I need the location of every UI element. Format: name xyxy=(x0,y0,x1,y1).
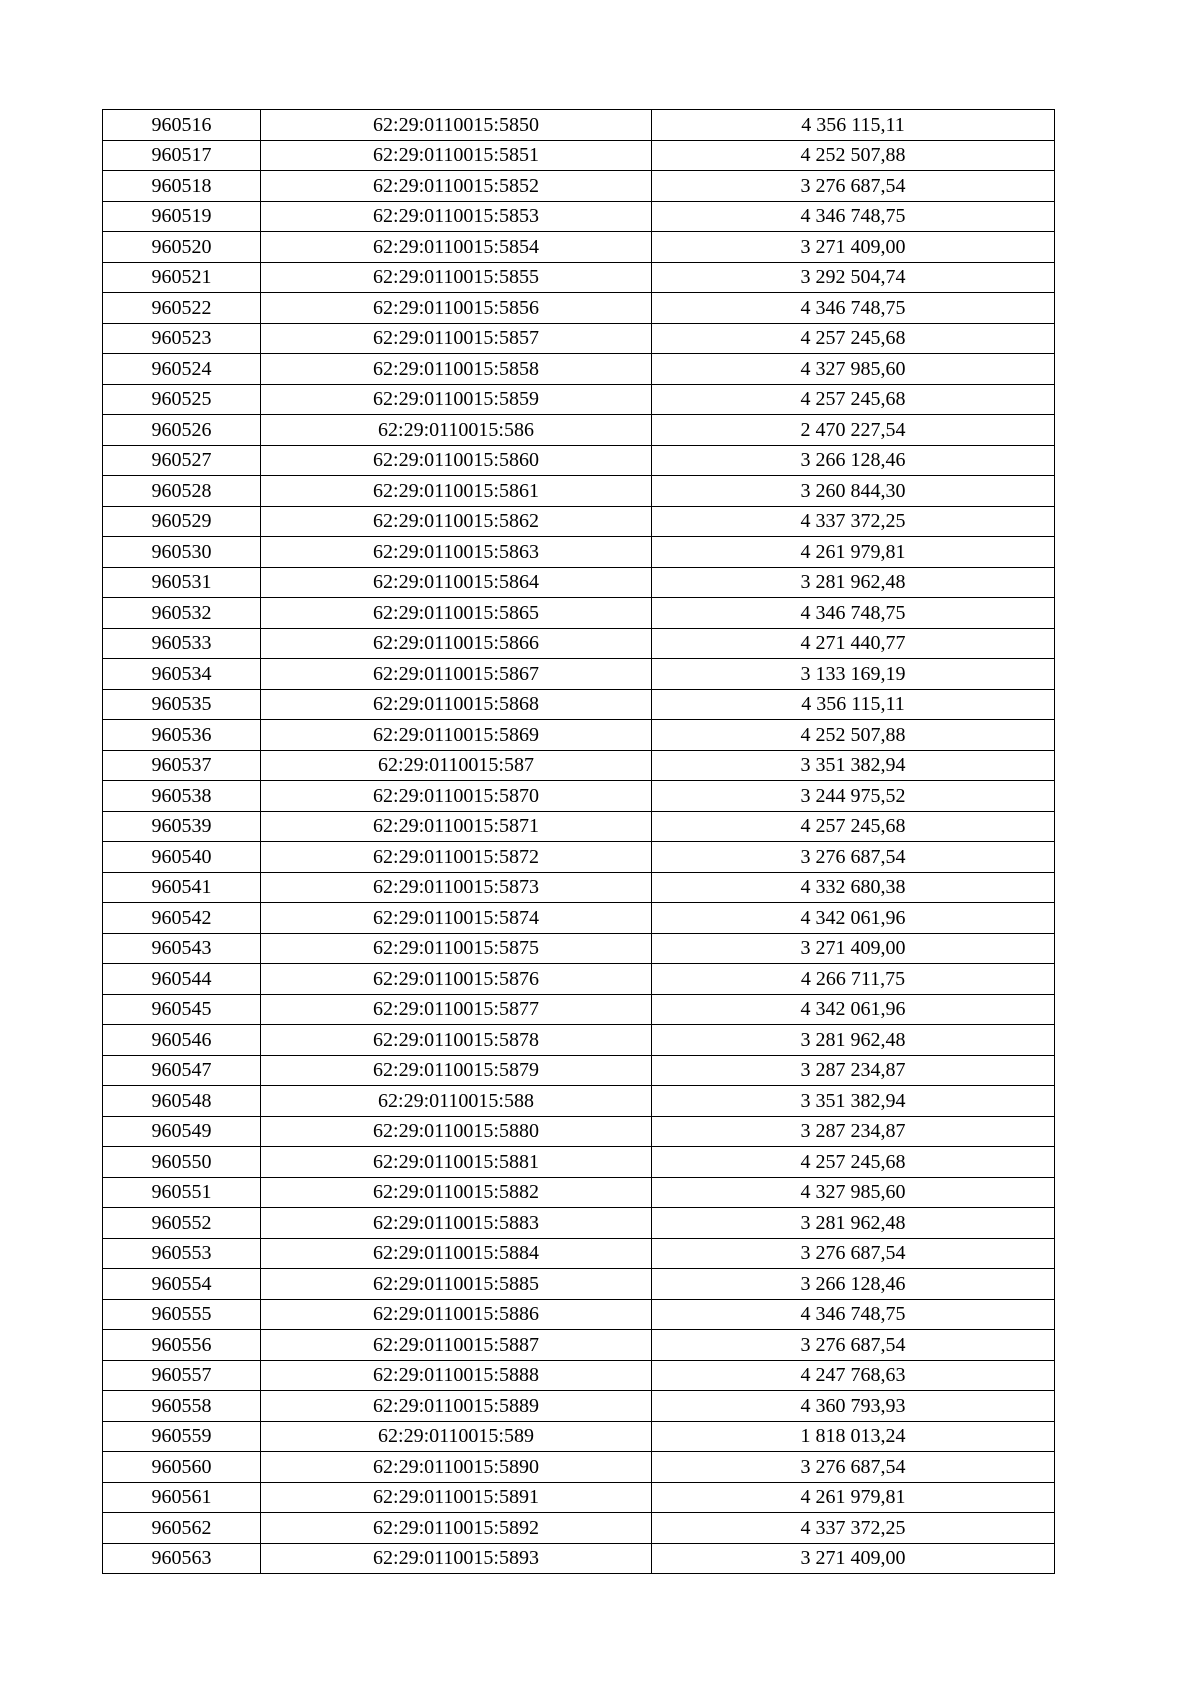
table-row xyxy=(103,903,1055,934)
cadastral-number-cell: 62:29:0110015:5858 xyxy=(261,354,652,385)
table-row xyxy=(103,1360,1055,1391)
cadastral-value-cell: 4 261 979,81 xyxy=(652,1482,1055,1513)
cadastral-value-cell: 4 342 061,96 xyxy=(652,903,1055,934)
row-number-cell: 960558 xyxy=(103,1391,261,1422)
table-row xyxy=(103,1055,1055,1086)
cadastral-value-cell: 3 260 844,30 xyxy=(652,476,1055,507)
cadastral-value-cell: 4 327 985,60 xyxy=(652,354,1055,385)
table-row xyxy=(103,1208,1055,1239)
cadastral-value-cell: 3 292 504,74 xyxy=(652,262,1055,293)
cadastral-number-cell: 62:29:0110015:587 xyxy=(261,750,652,781)
table-row xyxy=(103,811,1055,842)
table-row xyxy=(103,201,1055,232)
row-number-cell: 960529 xyxy=(103,506,261,537)
table-row xyxy=(103,1391,1055,1422)
cadastral-value-cell: 3 351 382,94 xyxy=(652,1086,1055,1117)
table-row xyxy=(103,1513,1055,1544)
cadastral-value-cell: 4 266 711,75 xyxy=(652,964,1055,995)
cadastral-number-cell: 62:29:0110015:5880 xyxy=(261,1116,652,1147)
cadastral-number-cell: 62:29:0110015:5859 xyxy=(261,384,652,415)
table-row xyxy=(103,872,1055,903)
row-number-cell: 960543 xyxy=(103,933,261,964)
table-row xyxy=(103,720,1055,751)
table-row xyxy=(103,445,1055,476)
table-row xyxy=(103,506,1055,537)
table-row xyxy=(103,567,1055,598)
table-row xyxy=(103,323,1055,354)
row-number-cell: 960527 xyxy=(103,445,261,476)
cadastral-value-cell: 4 257 245,68 xyxy=(652,811,1055,842)
row-number-cell: 960553 xyxy=(103,1238,261,1269)
cadastral-value-cell: 3 276 687,54 xyxy=(652,1452,1055,1483)
row-number-cell: 960528 xyxy=(103,476,261,507)
table-row xyxy=(103,659,1055,690)
cadastral-value-cell: 3 271 409,00 xyxy=(652,232,1055,263)
row-number-cell: 960548 xyxy=(103,1086,261,1117)
row-number-cell: 960533 xyxy=(103,628,261,659)
table-row xyxy=(103,933,1055,964)
cadastral-value-cell: 4 252 507,88 xyxy=(652,720,1055,751)
row-number-cell: 960563 xyxy=(103,1543,261,1574)
cadastral-value-cell: 3 276 687,54 xyxy=(652,1330,1055,1361)
table-row xyxy=(103,598,1055,629)
cadastral-value-cell: 4 332 680,38 xyxy=(652,872,1055,903)
table-row xyxy=(103,1086,1055,1117)
cadastral-number-cell: 62:29:0110015:589 xyxy=(261,1421,652,1452)
table-row xyxy=(103,1238,1055,1269)
cadastral-value-cell: 3 271 409,00 xyxy=(652,1543,1055,1574)
cadastral-value-cell: 4 257 245,68 xyxy=(652,323,1055,354)
row-number-cell: 960554 xyxy=(103,1269,261,1300)
table-row xyxy=(103,1330,1055,1361)
row-number-cell: 960524 xyxy=(103,354,261,385)
row-number-cell: 960552 xyxy=(103,1208,261,1239)
cadastral-value-cell: 3 281 962,48 xyxy=(652,1208,1055,1239)
row-number-cell: 960551 xyxy=(103,1177,261,1208)
cadastral-number-cell: 62:29:0110015:5860 xyxy=(261,445,652,476)
table-row xyxy=(103,537,1055,568)
cadastral-value-cell: 4 257 245,68 xyxy=(652,384,1055,415)
table-row xyxy=(103,232,1055,263)
cadastral-number-cell: 62:29:0110015:5871 xyxy=(261,811,652,842)
cadastral-value-cell: 3 276 687,54 xyxy=(652,1238,1055,1269)
cadastral-number-cell: 62:29:0110015:5855 xyxy=(261,262,652,293)
cadastral-number-cell: 62:29:0110015:5875 xyxy=(261,933,652,964)
table-row xyxy=(103,110,1055,141)
row-number-cell: 960556 xyxy=(103,1330,261,1361)
cadastral-value-cell: 3 287 234,87 xyxy=(652,1055,1055,1086)
row-number-cell: 960545 xyxy=(103,994,261,1025)
table-row xyxy=(103,1452,1055,1483)
cadastral-value-cell: 3 276 687,54 xyxy=(652,842,1055,873)
table-row xyxy=(103,1177,1055,1208)
row-number-cell: 960546 xyxy=(103,1025,261,1056)
cadastral-value-cell: 3 281 962,48 xyxy=(652,1025,1055,1056)
row-number-cell: 960525 xyxy=(103,384,261,415)
row-number-cell: 960542 xyxy=(103,903,261,934)
cadastral-value-table xyxy=(102,109,1055,1574)
cadastral-value-cell: 4 356 115,11 xyxy=(652,110,1055,141)
row-number-cell: 960539 xyxy=(103,811,261,842)
row-number-cell: 960520 xyxy=(103,232,261,263)
row-number-cell: 960517 xyxy=(103,140,261,171)
table-row xyxy=(103,1421,1055,1452)
table-row xyxy=(103,1269,1055,1300)
cadastral-value-cell: 4 346 748,75 xyxy=(652,598,1055,629)
row-number-cell: 960522 xyxy=(103,293,261,324)
table-row xyxy=(103,1116,1055,1147)
cadastral-value-cell: 2 470 227,54 xyxy=(652,415,1055,446)
row-number-cell: 960516 xyxy=(103,110,261,141)
cadastral-value-cell: 3 266 128,46 xyxy=(652,445,1055,476)
cadastral-number-cell: 62:29:0110015:5891 xyxy=(261,1482,652,1513)
cadastral-value-cell: 4 337 372,25 xyxy=(652,1513,1055,1544)
cadastral-number-cell: 62:29:0110015:5867 xyxy=(261,659,652,690)
cadastral-number-cell: 62:29:0110015:5856 xyxy=(261,293,652,324)
cadastral-value-cell: 4 327 985,60 xyxy=(652,1177,1055,1208)
row-number-cell: 960523 xyxy=(103,323,261,354)
row-number-cell: 960561 xyxy=(103,1482,261,1513)
cadastral-number-cell: 62:29:0110015:5879 xyxy=(261,1055,652,1086)
row-number-cell: 960534 xyxy=(103,659,261,690)
table-row xyxy=(103,628,1055,659)
cadastral-number-cell: 62:29:0110015:5883 xyxy=(261,1208,652,1239)
cadastral-value-cell: 3 266 128,46 xyxy=(652,1269,1055,1300)
cadastral-number-cell: 62:29:0110015:5869 xyxy=(261,720,652,751)
cadastral-number-cell: 62:29:0110015:5853 xyxy=(261,201,652,232)
cadastral-number-cell: 62:29:0110015:5857 xyxy=(261,323,652,354)
cadastral-value-cell: 4 346 748,75 xyxy=(652,201,1055,232)
table-row xyxy=(103,354,1055,385)
cadastral-value-cell: 4 257 245,68 xyxy=(652,1147,1055,1178)
cadastral-number-cell: 62:29:0110015:5870 xyxy=(261,781,652,812)
cadastral-number-cell: 62:29:0110015:5889 xyxy=(261,1391,652,1422)
row-number-cell: 960532 xyxy=(103,598,261,629)
cadastral-value-cell: 4 252 507,88 xyxy=(652,140,1055,171)
table-row xyxy=(103,140,1055,171)
cadastral-number-cell: 62:29:0110015:5881 xyxy=(261,1147,652,1178)
cadastral-number-cell: 62:29:0110015:5862 xyxy=(261,506,652,537)
row-number-cell: 960541 xyxy=(103,872,261,903)
cadastral-number-cell: 62:29:0110015:586 xyxy=(261,415,652,446)
table-row xyxy=(103,171,1055,202)
cadastral-number-cell: 62:29:0110015:5876 xyxy=(261,964,652,995)
table-row xyxy=(103,1147,1055,1178)
row-number-cell: 960535 xyxy=(103,689,261,720)
cadastral-number-cell: 62:29:0110015:588 xyxy=(261,1086,652,1117)
row-number-cell: 960518 xyxy=(103,171,261,202)
cadastral-number-cell: 62:29:0110015:5882 xyxy=(261,1177,652,1208)
cadastral-value-cell: 4 261 979,81 xyxy=(652,537,1055,568)
table-row xyxy=(103,415,1055,446)
table-row xyxy=(103,1025,1055,1056)
row-number-cell: 960557 xyxy=(103,1360,261,1391)
row-number-cell: 960537 xyxy=(103,750,261,781)
cadastral-number-cell: 62:29:0110015:5854 xyxy=(261,232,652,263)
cadastral-value-cell: 4 346 748,75 xyxy=(652,1299,1055,1330)
cadastral-value-cell: 3 287 234,87 xyxy=(652,1116,1055,1147)
cadastral-value-cell: 3 276 687,54 xyxy=(652,171,1055,202)
cadastral-number-cell: 62:29:0110015:5861 xyxy=(261,476,652,507)
table-body xyxy=(103,110,1055,1574)
row-number-cell: 960549 xyxy=(103,1116,261,1147)
cadastral-number-cell: 62:29:0110015:5887 xyxy=(261,1330,652,1361)
cadastral-value-cell: 3 244 975,52 xyxy=(652,781,1055,812)
cadastral-value-cell: 3 351 382,94 xyxy=(652,750,1055,781)
row-number-cell: 960540 xyxy=(103,842,261,873)
cadastral-number-cell: 62:29:0110015:5878 xyxy=(261,1025,652,1056)
table-row xyxy=(103,781,1055,812)
row-number-cell: 960519 xyxy=(103,201,261,232)
cadastral-number-cell: 62:29:0110015:5868 xyxy=(261,689,652,720)
cadastral-number-cell: 62:29:0110015:5873 xyxy=(261,872,652,903)
row-number-cell: 960530 xyxy=(103,537,261,568)
row-number-cell: 960521 xyxy=(103,262,261,293)
cadastral-number-cell: 62:29:0110015:5864 xyxy=(261,567,652,598)
cadastral-value-cell: 4 360 793,93 xyxy=(652,1391,1055,1422)
cadastral-value-cell: 4 337 372,25 xyxy=(652,506,1055,537)
row-number-cell: 960560 xyxy=(103,1452,261,1483)
table-row xyxy=(103,293,1055,324)
cadastral-number-cell: 62:29:0110015:5852 xyxy=(261,171,652,202)
cadastral-number-cell: 62:29:0110015:5863 xyxy=(261,537,652,568)
table-row xyxy=(103,842,1055,873)
cadastral-number-cell: 62:29:0110015:5865 xyxy=(261,598,652,629)
table-row xyxy=(103,262,1055,293)
row-number-cell: 960526 xyxy=(103,415,261,446)
cadastral-number-cell: 62:29:0110015:5850 xyxy=(261,110,652,141)
cadastral-number-cell: 62:29:0110015:5888 xyxy=(261,1360,652,1391)
cadastral-value-cell: 4 346 748,75 xyxy=(652,293,1055,324)
cadastral-number-cell: 62:29:0110015:5892 xyxy=(261,1513,652,1544)
row-number-cell: 960544 xyxy=(103,964,261,995)
cadastral-value-cell: 4 356 115,11 xyxy=(652,689,1055,720)
cadastral-number-cell: 62:29:0110015:5874 xyxy=(261,903,652,934)
row-number-cell: 960550 xyxy=(103,1147,261,1178)
table-row xyxy=(103,476,1055,507)
cadastral-value-cell: 4 247 768,63 xyxy=(652,1360,1055,1391)
cadastral-number-cell: 62:29:0110015:5886 xyxy=(261,1299,652,1330)
cadastral-number-cell: 62:29:0110015:5885 xyxy=(261,1269,652,1300)
table-row xyxy=(103,1543,1055,1574)
cadastral-number-cell: 62:29:0110015:5884 xyxy=(261,1238,652,1269)
cadastral-value-cell: 1 818 013,24 xyxy=(652,1421,1055,1452)
row-number-cell: 960555 xyxy=(103,1299,261,1330)
row-number-cell: 960559 xyxy=(103,1421,261,1452)
cadastral-number-cell: 62:29:0110015:5877 xyxy=(261,994,652,1025)
cadastral-number-cell: 62:29:0110015:5866 xyxy=(261,628,652,659)
cadastral-value-cell: 4 342 061,96 xyxy=(652,994,1055,1025)
table-row xyxy=(103,750,1055,781)
row-number-cell: 960562 xyxy=(103,1513,261,1544)
table-row xyxy=(103,689,1055,720)
cadastral-number-cell: 62:29:0110015:5872 xyxy=(261,842,652,873)
table-row xyxy=(103,1482,1055,1513)
row-number-cell: 960538 xyxy=(103,781,261,812)
row-number-cell: 960547 xyxy=(103,1055,261,1086)
table-row xyxy=(103,1299,1055,1330)
table-row xyxy=(103,994,1055,1025)
row-number-cell: 960531 xyxy=(103,567,261,598)
cadastral-number-cell: 62:29:0110015:5851 xyxy=(261,140,652,171)
cadastral-value-cell: 3 133 169,19 xyxy=(652,659,1055,690)
cadastral-number-cell: 62:29:0110015:5893 xyxy=(261,1543,652,1574)
row-number-cell: 960536 xyxy=(103,720,261,751)
table-row xyxy=(103,384,1055,415)
cadastral-value-cell: 3 281 962,48 xyxy=(652,567,1055,598)
cadastral-value-cell: 3 271 409,00 xyxy=(652,933,1055,964)
cadastral-value-cell: 4 271 440,77 xyxy=(652,628,1055,659)
cadastral-number-cell: 62:29:0110015:5890 xyxy=(261,1452,652,1483)
table-row xyxy=(103,964,1055,995)
